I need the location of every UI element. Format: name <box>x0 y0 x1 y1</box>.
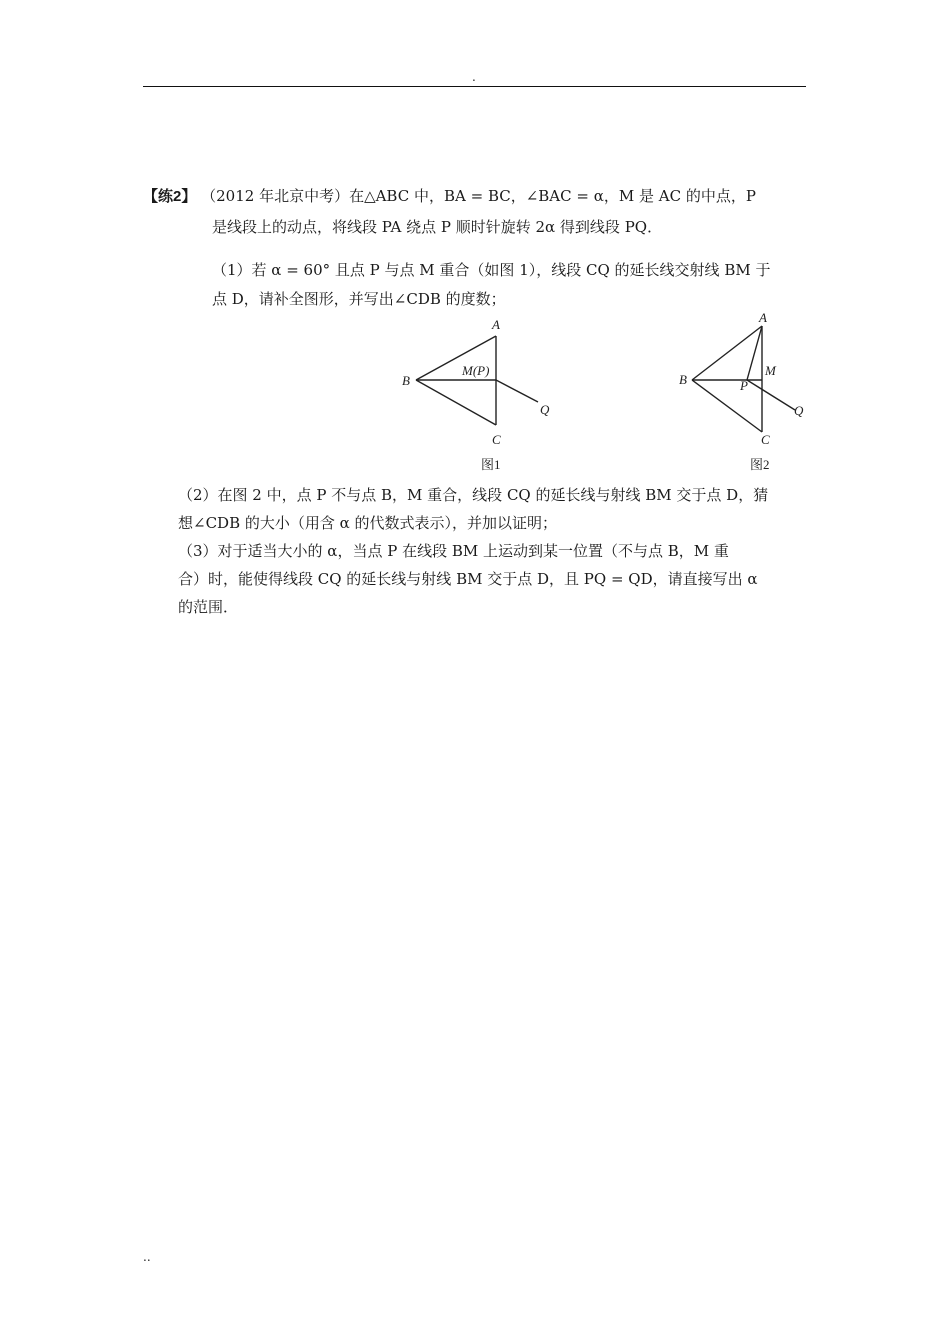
part1-line-2: 点 D，请补全图形，并写出∠CDB 的度数； <box>212 290 506 308</box>
fig1-caption: 图1 <box>481 457 501 472</box>
fig1-label-b: B <box>402 373 410 388</box>
fig2-label-a: A <box>759 310 767 325</box>
header-rule <box>143 86 806 87</box>
part3-line-3: 的范围． <box>178 598 239 616</box>
part1-line-1: （1）若 α = 60° 且点 P 与点 M 重合（如图 1），线段 CQ 的延长线交射线 BM 于 <box>212 261 771 279</box>
fig2-label-c: C <box>761 432 770 447</box>
fig2-label-q: Q <box>794 403 804 418</box>
fig2-segment-pa <box>747 326 762 380</box>
part2-line-1: （2）在图 2 中，点 P 不与点 B，M 重合，线段 CQ 的延长线与射线 BM 交于点 D，猜 <box>178 486 769 504</box>
fig2-segment-pq <box>747 380 795 410</box>
fig2-label-b: B <box>679 372 687 387</box>
fig2-label-m: M <box>765 363 776 378</box>
fig1-label-c: C <box>492 432 501 447</box>
footer-dots: .. <box>143 1250 151 1264</box>
figure-1 <box>395 312 565 477</box>
problem-line-1 <box>143 186 756 207</box>
part2-line-2: 想∠CDB 的大小（用含 α 的代数式表示），并加以证明； <box>178 514 558 532</box>
problem-line-2: 是线段上的动点，将线段 PA 绕点 P 顺时针旋转 2α 得到线段 PQ． <box>212 218 663 236</box>
fig2-segment-bc <box>692 380 762 432</box>
figure-2 <box>670 306 820 477</box>
fig1-segment-bc <box>416 380 496 425</box>
part3-line-1: （3）对于适当大小的 α，当点 P 在线段 BM 上运动到某一位置（不与点 B，M 重 <box>178 542 729 560</box>
fig1-segment-pq <box>496 380 538 402</box>
fig1-label-q: Q <box>540 402 550 417</box>
header-dot: . <box>472 70 476 84</box>
fig2-caption: 图2 <box>750 457 770 472</box>
problem-tag: 【练2】 <box>143 188 197 205</box>
fig2-label-p: P <box>740 378 748 393</box>
fig1-label-m: M(P) <box>462 363 490 378</box>
fig1-label-a: A <box>492 317 500 332</box>
problem-stem-line-1: （2012 年北京中考）在△ABC 中，BA = BC，∠BAC = α，M 是 AC 的中点，P <box>201 187 756 205</box>
part3-line-2: 合）时，能使得线段 CQ 的延长线与射线 BM 交于点 D，且 PQ = QD，请直接写出 α <box>178 570 758 588</box>
fig2-segment-ba <box>692 326 762 380</box>
